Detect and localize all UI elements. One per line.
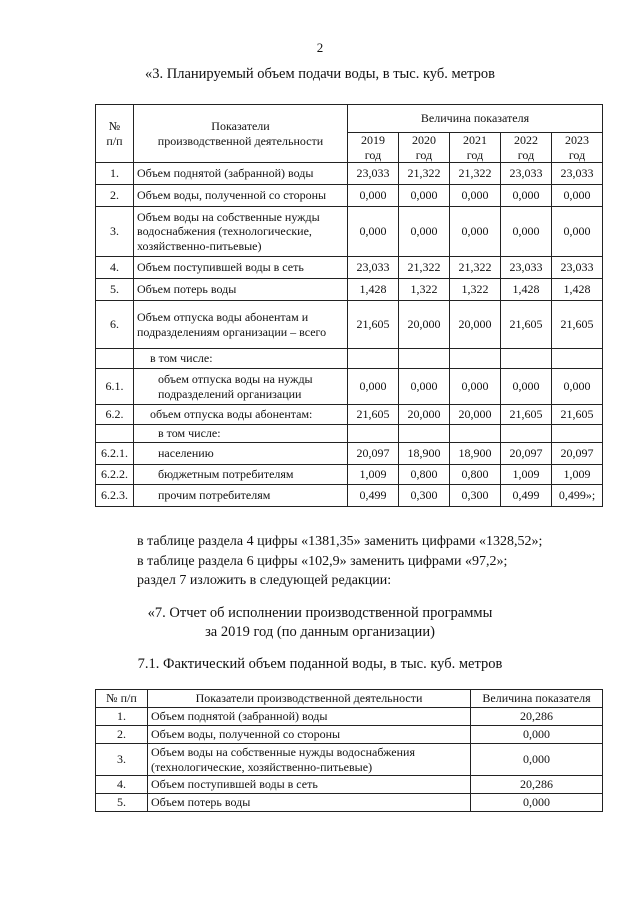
row-value: 0,000 — [471, 726, 603, 744]
row-value — [501, 425, 552, 443]
row-value — [348, 349, 399, 369]
row-value: 21,605 — [501, 405, 552, 425]
row-number: 4. — [96, 776, 148, 794]
row-label: Объем воды, полученной со стороны — [148, 726, 471, 744]
row-label: Объем воды на собственные нужды водоснабжения (технологические, хозяйственно-питьевые) — [134, 207, 348, 257]
row-number: 4. — [96, 257, 134, 279]
row-number: 1. — [96, 708, 148, 726]
table-row — [96, 349, 603, 369]
row-value: 0,000 — [471, 744, 603, 776]
row-number: 3. — [96, 207, 134, 257]
actual-water-volume-table — [95, 689, 603, 812]
row-value: 1,009 — [501, 465, 552, 485]
table2-header-num: № п/п — [96, 690, 148, 708]
section-7-title-line-2: за 2019 год (по данным организации) — [205, 624, 435, 640]
table-row — [96, 369, 603, 405]
row-value: 21,605 — [501, 301, 552, 349]
table-row — [96, 794, 603, 812]
row-value: 0,300 — [399, 485, 450, 507]
row-value: 23,033 — [348, 163, 399, 185]
table-row — [96, 726, 603, 744]
row-value: 1,428 — [501, 279, 552, 301]
row-value: 21,322 — [399, 257, 450, 279]
table-row — [96, 279, 603, 301]
row-value — [450, 425, 501, 443]
row-number — [96, 349, 134, 369]
table-row — [96, 163, 603, 185]
row-value: 1,428 — [552, 279, 603, 301]
row-value: 0,499 — [501, 485, 552, 507]
row-value: 0,000 — [348, 369, 399, 405]
row-value: 0,000 — [348, 185, 399, 207]
row-number: 6. — [96, 301, 134, 349]
row-value: 23,033 — [501, 163, 552, 185]
row-label: Объем потерь воды — [134, 279, 348, 301]
row-value — [399, 349, 450, 369]
row-number: 6.2.1. — [96, 443, 134, 465]
row-number: 6.2.2. — [96, 465, 134, 485]
table1-header-num: № п/п — [96, 105, 134, 163]
row-label: Объем воды, полученной со стороны — [134, 185, 348, 207]
row-label: Объем потерь воды — [148, 794, 471, 812]
row-value: 1,009 — [552, 465, 603, 485]
row-label: Объем поднятой (забранной) воды — [134, 163, 348, 185]
row-number — [96, 425, 134, 443]
table1-year-header: 2022 год — [501, 133, 552, 163]
table-row — [96, 257, 603, 279]
table-row — [96, 465, 603, 485]
row-value: 20,286 — [471, 776, 603, 794]
row-value: 20,097 — [348, 443, 399, 465]
row-label: Объем поступившей воды в сеть — [134, 257, 348, 279]
row-value: 0,000 — [450, 207, 501, 257]
row-value: 0,000 — [501, 207, 552, 257]
row-label: бюджетным потребителям — [134, 465, 348, 485]
row-value: 20,000 — [399, 405, 450, 425]
row-value: 0,000 — [450, 185, 501, 207]
row-label: в том числе: — [134, 349, 348, 369]
row-value — [552, 425, 603, 443]
row-value: 0,000 — [348, 207, 399, 257]
row-number: 3. — [96, 744, 148, 776]
row-value — [552, 349, 603, 369]
table-row — [96, 708, 603, 726]
paragraph-3: раздел 7 изложить в следующей редакции: — [137, 573, 392, 588]
row-label: объем отпуска воды на нужды подразделений организации — [134, 369, 348, 405]
row-value: 0,000 — [501, 369, 552, 405]
row-value: 0,000 — [552, 185, 603, 207]
paragraph-1: в таблице раздела 4 цифры «1381,35» заменить цифрами «1328,52»; — [137, 534, 543, 549]
row-value — [450, 349, 501, 369]
paragraph-2: в таблице раздела 6 цифры «102,9» заменить цифрами «97,2»; — [137, 554, 508, 569]
table-row — [96, 744, 603, 776]
table1-year-header: 2021 год — [450, 133, 501, 163]
row-value: 0,800 — [399, 465, 450, 485]
row-label: Объем поднятой (забранной) воды — [148, 708, 471, 726]
row-number: 6.2. — [96, 405, 134, 425]
table1-year-header: 2020 год — [399, 133, 450, 163]
row-value: 18,900 — [399, 443, 450, 465]
row-value: 20,000 — [450, 405, 501, 425]
row-value: 20,286 — [471, 708, 603, 726]
row-label: Объем поступившей воды в сеть — [148, 776, 471, 794]
table-row — [96, 425, 603, 443]
row-number: 5. — [96, 279, 134, 301]
row-number: 5. — [96, 794, 148, 812]
table1-year-header: 2019 год — [348, 133, 399, 163]
row-value: 0,000 — [399, 207, 450, 257]
table-row — [96, 185, 603, 207]
row-value: 1,009 — [348, 465, 399, 485]
table2-header-indicator: Показатели производственной деятельности — [148, 690, 471, 708]
row-number: 6.2.3. — [96, 485, 134, 507]
row-value: 21,605 — [552, 405, 603, 425]
row-value: 0,000 — [471, 794, 603, 812]
table1-year-header: 2023 год — [552, 133, 603, 163]
row-value: 21,322 — [450, 163, 501, 185]
row-label: объем отпуска воды абонентам: — [134, 405, 348, 425]
table-row — [96, 443, 603, 465]
row-label: прочим потребителям — [134, 485, 348, 507]
row-value: 23,033 — [348, 257, 399, 279]
row-value: 21,605 — [348, 301, 399, 349]
row-value: 0,300 — [450, 485, 501, 507]
row-label: Объем воды на собственные нужды водоснабжения (технологические, хозяйственно-питьевые) — [148, 744, 471, 776]
section-3-title: «3. Планируемый объем подачи воды, в тыс. куб. метров — [145, 66, 495, 82]
table-row — [96, 301, 603, 349]
row-value: 0,000 — [399, 369, 450, 405]
row-value: 18,900 — [450, 443, 501, 465]
row-value: 0,499»; — [552, 485, 603, 507]
row-value: 0,800 — [450, 465, 501, 485]
row-value: 21,322 — [399, 163, 450, 185]
row-value: 21,605 — [348, 405, 399, 425]
row-value: 0,499 — [348, 485, 399, 507]
table1-header-value: Величина показателя — [348, 105, 603, 133]
section-7-title — [0, 604, 640, 642]
row-value: 20,097 — [552, 443, 603, 465]
planned-water-volume-table — [95, 104, 603, 507]
row-value: 1,322 — [450, 279, 501, 301]
row-number: 6.1. — [96, 369, 134, 405]
row-value: 0,000 — [501, 185, 552, 207]
row-value: 20,000 — [450, 301, 501, 349]
table-row — [96, 776, 603, 794]
row-value: 23,033 — [552, 257, 603, 279]
table-row — [96, 485, 603, 507]
row-number: 2. — [96, 726, 148, 744]
row-label: в том числе: — [134, 425, 348, 443]
row-value: 20,000 — [399, 301, 450, 349]
table-row — [96, 405, 603, 425]
table-row — [96, 207, 603, 257]
row-value: 0,000 — [450, 369, 501, 405]
row-value: 0,000 — [399, 185, 450, 207]
row-value — [348, 425, 399, 443]
row-value: 21,605 — [552, 301, 603, 349]
row-value: 1,428 — [348, 279, 399, 301]
row-value: 1,322 — [399, 279, 450, 301]
section-7-title-line-1: «7. Отчет об исполнении производственной программы — [147, 605, 493, 621]
table2-header-value: Величина показателя — [471, 690, 603, 708]
row-value: 20,097 — [501, 443, 552, 465]
row-label: Объем отпуска воды абонентам и подразделениям организации – всего — [134, 301, 348, 349]
table1-header-indicator: Показатели производственной деятельности — [134, 105, 348, 163]
row-label: населению — [134, 443, 348, 465]
row-value — [399, 425, 450, 443]
row-value — [501, 349, 552, 369]
page-number: 2 — [316, 40, 324, 55]
row-number: 2. — [96, 185, 134, 207]
row-value: 21,322 — [450, 257, 501, 279]
row-value: 0,000 — [552, 369, 603, 405]
row-value: 0,000 — [552, 207, 603, 257]
row-number: 1. — [96, 163, 134, 185]
row-value: 23,033 — [501, 257, 552, 279]
section-7-1-title: 7.1. Фактический объем поданной воды, в тыс. куб. метров — [137, 656, 503, 672]
row-value: 23,033 — [552, 163, 603, 185]
